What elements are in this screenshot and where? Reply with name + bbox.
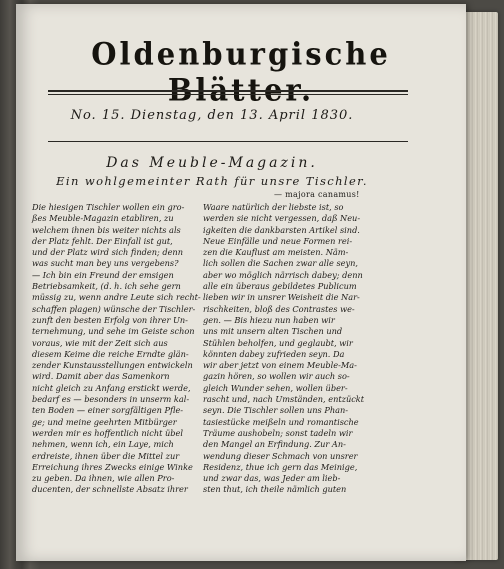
text-line: Betriebsamkeit, (d. h. ich sehe gern bbox=[32, 281, 181, 292]
text-line: Residenz, thue ich gern das Meinige, bbox=[203, 461, 358, 472]
text-line: schaffen plagen) wünsche der Tischler- bbox=[32, 303, 196, 314]
text-line: was sucht man bey uns vergebens? bbox=[32, 258, 179, 269]
text-line: ßes Meuble-Magazin etabliren, zu bbox=[32, 213, 174, 224]
text-line: igkeiten die dankbarsten Artikel sind. bbox=[203, 224, 360, 235]
text-column-left bbox=[32, 202, 201, 496]
article-title: Das Meuble-Magazin. bbox=[106, 155, 318, 171]
text-line: und der Platz wird sich finden; denn bbox=[32, 247, 183, 258]
text-line: zunft den besten Erfolg von ihrer Un- bbox=[32, 314, 188, 325]
text-line: uns mit unsern alten Tischen und bbox=[203, 326, 343, 337]
text-line: gen. — Bis hiezu nun haben wir bbox=[203, 314, 335, 325]
text-line: wendung dieser Schmach von unsrer bbox=[203, 450, 358, 461]
text-line: nicht gleich zu Anfang erstickt werde, bbox=[32, 382, 191, 393]
text-line: sten thut, ich theile nämlich guten bbox=[203, 484, 347, 495]
text-line: ge; und meine geehrten Mitbürger bbox=[32, 416, 177, 427]
text-line: ten Boden — einer sorgfältigen Pfle- bbox=[32, 405, 184, 416]
text-line: Erreichung ihres Zwecks einige Winke bbox=[32, 461, 193, 472]
text-line: aber wo möglich närrisch dabey; denn bbox=[203, 269, 363, 280]
text-line: zen die Kauflust am meisten. Näm- bbox=[203, 247, 349, 258]
text-line: müssig zu, wenn andre Leute sich recht- bbox=[32, 292, 201, 303]
text-line: den Mangel an Erfindung. Zur An- bbox=[203, 439, 346, 450]
text-line: gazin hören, so wollen wir auch so- bbox=[203, 371, 350, 382]
text-line: lich sollen die Sachen zwar alle seyn, bbox=[203, 258, 358, 269]
text-line: und zwar das, was Jeder am lieb- bbox=[203, 473, 341, 484]
article-motto: — majora canamus! bbox=[274, 190, 360, 199]
text-line: könnten dabey zufrieden seyn. Da bbox=[203, 348, 345, 359]
text-line: erdreiste, ihnen über die Mittel zur bbox=[32, 450, 180, 461]
text-line: Die hiesigen Tischler wollen ein gro- bbox=[32, 202, 185, 212]
text-line: lieben wir in unsrer Weisheit die Nar- bbox=[203, 292, 360, 303]
newspaper-page bbox=[16, 4, 466, 561]
text-line: werden mir es hoffentlich nicht übel bbox=[32, 427, 184, 438]
masthead-title: Oldenburgische Blätter. bbox=[91, 36, 391, 108]
text-line: Stühlen beholfen, und geglaubt, wir bbox=[203, 337, 353, 348]
masthead-rule bbox=[48, 90, 408, 92]
text-line: ternehmung, und sehe im Geiste schon bbox=[32, 326, 195, 337]
text-line: Neue Einfälle und neue Formen rei- bbox=[203, 235, 353, 246]
issue-date-line: No. 15. Dienstag, den 13. April 1830. bbox=[70, 108, 354, 123]
text-line: — Ich bin ein Freund der emsigen bbox=[32, 269, 174, 280]
text-line: welchem ihnen bis weiter nichts als bbox=[32, 224, 181, 235]
text-line: tasiestücke meißeln und romantische bbox=[203, 416, 359, 427]
text-line: voraus, wie mit der Zeit sich aus bbox=[32, 337, 168, 348]
text-line: ducenten, der schnellste Absatz ihrer bbox=[32, 484, 188, 495]
text-line: rascht und, nach Umständen, entzückt bbox=[203, 394, 365, 405]
text-line: zu geben. Da ihnen, wie allen Pro- bbox=[32, 473, 175, 484]
text-column-right bbox=[203, 202, 365, 496]
text-line: der Platz fehlt. Der Einfall ist gut, bbox=[32, 235, 173, 246]
text-line: wird. Damit aber das Samenkorn bbox=[32, 371, 170, 382]
text-line: zender Kunstausstellungen entwickeln bbox=[32, 360, 193, 371]
article-subtitle: Ein wohlgemeinter Rath für unsre Tischler. bbox=[56, 174, 368, 188]
text-line: alle ein überaus gebildetes Publicum bbox=[203, 281, 357, 292]
masthead-rule-thin bbox=[48, 94, 408, 95]
text-line: Träume aushobeln; sonst tadeln wir bbox=[203, 427, 353, 438]
text-line: nehmen, wenn ich, ein Laye, mich bbox=[32, 439, 174, 450]
text-line: wir aber jetzt von einem Meuble-Ma- bbox=[203, 360, 357, 371]
text-line: gleich Wunder sehen, wollen über- bbox=[203, 382, 348, 393]
text-line: diesem Keime die reiche Erndte glän- bbox=[32, 348, 189, 359]
text-line: werden sie nicht vergessen, daß Neu- bbox=[203, 213, 361, 224]
text-line: rischkeiten, bloß des Contrastes we- bbox=[203, 303, 355, 314]
text-line: seyn. Die Tischler sollen uns Phan- bbox=[203, 405, 349, 416]
text-line: Waare natürlich der liebste ist, so bbox=[203, 202, 344, 212]
issue-rule bbox=[48, 141, 408, 142]
text-line: bedarf es — besonders in unserm kal- bbox=[32, 394, 190, 405]
